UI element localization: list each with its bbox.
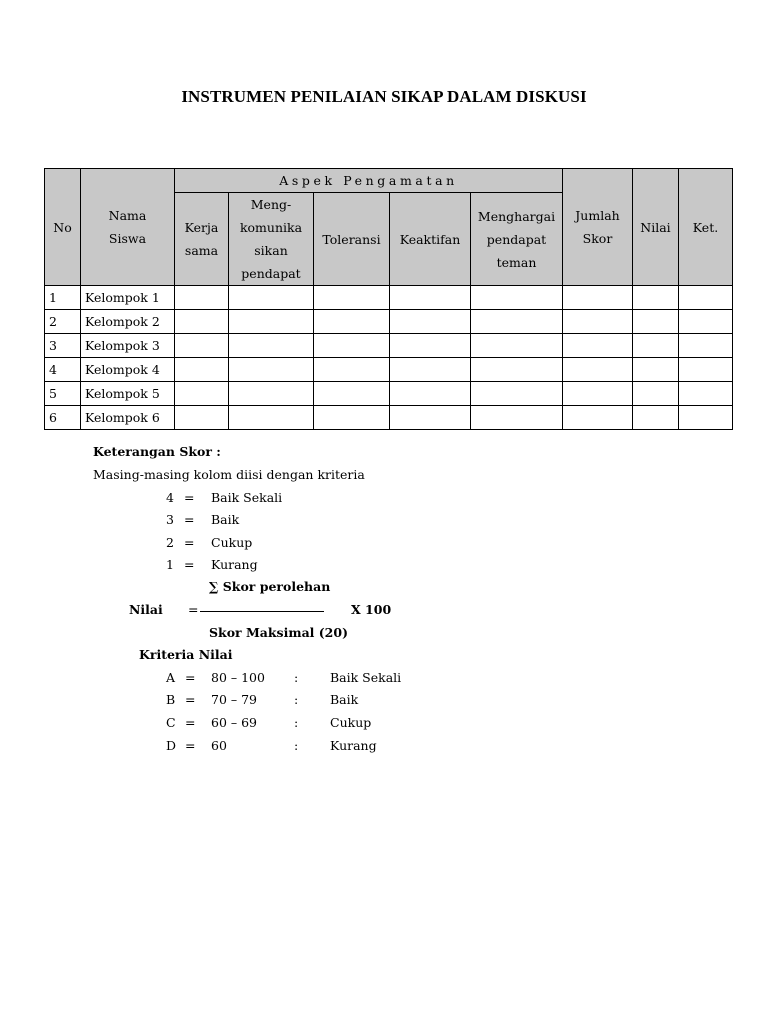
row-nama: Kelompok 1 bbox=[81, 286, 175, 310]
formula-numerator: ∑ Skor perolehan bbox=[209, 579, 331, 594]
formula-eq: = bbox=[188, 602, 199, 617]
assessment-table bbox=[44, 168, 733, 430]
header-toleransi: Toleransi bbox=[314, 193, 390, 286]
cell-kerja-sama[interactable] bbox=[175, 382, 229, 406]
table-row bbox=[45, 406, 733, 430]
header-menghargai-line3: teman bbox=[496, 254, 537, 270]
header-menghargai-line2: pendapat bbox=[486, 231, 547, 247]
grade-eq: = bbox=[185, 738, 196, 753]
cell-menghargai[interactable] bbox=[471, 358, 563, 382]
row-nama: Kelompok 6 bbox=[81, 406, 175, 430]
grade-colon: : bbox=[294, 715, 299, 730]
header-nilai: Nilai bbox=[633, 169, 679, 286]
header-keaktifan: Keaktifan bbox=[390, 193, 471, 286]
cell-toleransi[interactable] bbox=[314, 358, 390, 382]
table-row bbox=[45, 334, 733, 358]
cell-kerja-sama[interactable] bbox=[175, 286, 229, 310]
score-eq: = bbox=[184, 512, 195, 527]
row-no: 5 bbox=[45, 382, 81, 406]
grade-range: 80 – 100 bbox=[211, 670, 265, 685]
cell-kerja-sama[interactable] bbox=[175, 334, 229, 358]
cell-ket[interactable] bbox=[679, 334, 733, 358]
cell-jumlah-skor[interactable] bbox=[563, 406, 633, 430]
header-no: No bbox=[45, 169, 81, 286]
header-meng-line1: Meng- bbox=[250, 197, 292, 212]
score-value: 2 bbox=[166, 535, 174, 550]
row-nama: Kelompok 3 bbox=[81, 334, 175, 358]
cell-menghargai[interactable] bbox=[471, 382, 563, 406]
cell-toleransi[interactable] bbox=[314, 286, 390, 310]
cell-kerja-sama[interactable] bbox=[175, 310, 229, 334]
score-label: Baik bbox=[211, 512, 240, 527]
cell-kerja-sama[interactable] bbox=[175, 406, 229, 430]
cell-mengkomunikasikan[interactable] bbox=[229, 382, 314, 406]
grade-colon: : bbox=[294, 692, 299, 707]
table-row bbox=[45, 382, 733, 406]
header-nama-line2: Siswa bbox=[108, 231, 147, 246]
cell-nilai[interactable] bbox=[633, 382, 679, 406]
header-mengkomunikasikan-pendapat bbox=[229, 193, 314, 286]
row-no: 1 bbox=[45, 286, 81, 310]
cell-nilai[interactable] bbox=[633, 286, 679, 310]
formula-multiplier: X 100 bbox=[351, 602, 392, 617]
cell-menghargai[interactable] bbox=[471, 310, 563, 334]
cell-ket[interactable] bbox=[679, 382, 733, 406]
kriteria-heading: Kriteria Nilai bbox=[139, 647, 233, 662]
cell-keaktifan[interactable] bbox=[390, 382, 471, 406]
cell-mengkomunikasikan[interactable] bbox=[229, 406, 314, 430]
header-aspek-pengamatan: Aspek Pengamatan bbox=[175, 169, 563, 193]
row-nama: Kelompok 2 bbox=[81, 310, 175, 334]
cell-nilai[interactable] bbox=[633, 310, 679, 334]
header-jumlah-line1: Jumlah bbox=[575, 208, 620, 223]
cell-toleransi[interactable] bbox=[314, 406, 390, 430]
row-no: 2 bbox=[45, 310, 81, 334]
cell-menghargai[interactable] bbox=[471, 334, 563, 358]
grade-range: 70 – 79 bbox=[211, 692, 258, 707]
cell-menghargai[interactable] bbox=[471, 286, 563, 310]
grade-eq: = bbox=[185, 715, 196, 730]
cell-mengkomunikasikan[interactable] bbox=[229, 286, 314, 310]
cell-nilai[interactable] bbox=[633, 358, 679, 382]
cell-mengkomunikasikan[interactable] bbox=[229, 334, 314, 358]
score-eq: = bbox=[184, 490, 195, 505]
cell-mengkomunikasikan[interactable] bbox=[229, 358, 314, 382]
row-no: 4 bbox=[45, 358, 81, 382]
header-meng-line2: komunika bbox=[239, 220, 303, 235]
grade-label: Baik bbox=[330, 692, 359, 707]
header-ket: Ket. bbox=[679, 169, 733, 286]
header-meng-line4: pendapat bbox=[241, 266, 301, 281]
score-eq: = bbox=[184, 557, 195, 572]
row-nama: Kelompok 5 bbox=[81, 382, 175, 406]
cell-jumlah-skor[interactable] bbox=[563, 286, 633, 310]
cell-nilai[interactable] bbox=[633, 406, 679, 430]
grade-label: Kurang bbox=[330, 738, 377, 753]
formula-lhs: Nilai bbox=[129, 602, 163, 617]
cell-keaktifan[interactable] bbox=[390, 310, 471, 334]
grade-range: 60 – 69 bbox=[211, 715, 258, 730]
page-title: INSTRUMEN PENILAIAN SIKAP DALAM DISKUSI bbox=[181, 87, 587, 106]
cell-jumlah-skor[interactable] bbox=[563, 310, 633, 334]
cell-toleransi[interactable] bbox=[314, 334, 390, 358]
header-nama-line1: Nama bbox=[108, 208, 147, 223]
table-row bbox=[45, 358, 733, 382]
grade: B bbox=[166, 692, 176, 707]
header-menghargai-line1: Menghargai bbox=[477, 208, 556, 224]
grade-colon: : bbox=[294, 670, 299, 685]
keterangan-heading: Keterangan Skor : bbox=[93, 444, 221, 459]
cell-ket[interactable] bbox=[679, 286, 733, 310]
header-meng-line3: sikan bbox=[254, 243, 288, 258]
header-jumlah-skor bbox=[563, 169, 633, 286]
score-value: 1 bbox=[166, 557, 174, 572]
row-nama: Kelompok 4 bbox=[81, 358, 175, 382]
score-label: Cukup bbox=[211, 535, 253, 550]
cell-keaktifan[interactable] bbox=[390, 358, 471, 382]
grade: C bbox=[166, 715, 176, 730]
cell-jumlah-skor[interactable] bbox=[563, 358, 633, 382]
header-kerja-line1: Kerja bbox=[184, 220, 219, 235]
grade-range: 60 bbox=[211, 738, 227, 753]
row-no: 6 bbox=[45, 406, 81, 430]
cell-keaktifan[interactable] bbox=[390, 286, 471, 310]
grade-eq: = bbox=[185, 692, 196, 707]
grade-colon: : bbox=[294, 738, 299, 753]
cell-keaktifan[interactable] bbox=[390, 406, 471, 430]
cell-nilai[interactable] bbox=[633, 334, 679, 358]
header-jumlah-line2: Skor bbox=[582, 231, 613, 246]
cell-keaktifan[interactable] bbox=[390, 334, 471, 358]
cell-toleransi[interactable] bbox=[314, 310, 390, 334]
cell-jumlah-skor[interactable] bbox=[563, 334, 633, 358]
header-nama-siswa bbox=[81, 169, 175, 286]
grade-label: Cukup bbox=[330, 715, 372, 730]
cell-menghargai[interactable] bbox=[471, 406, 563, 430]
formula-denominator: Skor Maksimal (20) bbox=[209, 625, 348, 640]
table-row bbox=[45, 310, 733, 334]
table-row bbox=[45, 286, 733, 310]
cell-ket[interactable] bbox=[679, 406, 733, 430]
fraction-bar bbox=[200, 611, 324, 612]
cell-ket[interactable] bbox=[679, 310, 733, 334]
cell-ket[interactable] bbox=[679, 358, 733, 382]
header-kerja-sama bbox=[175, 193, 229, 286]
header-menghargai-pendapat-teman bbox=[471, 193, 563, 286]
cell-kerja-sama[interactable] bbox=[175, 358, 229, 382]
grade-label: Baik Sekali bbox=[330, 670, 402, 685]
score-label: Kurang bbox=[211, 557, 258, 572]
score-value: 3 bbox=[166, 512, 174, 527]
cell-mengkomunikasikan[interactable] bbox=[229, 310, 314, 334]
score-eq: = bbox=[184, 535, 195, 550]
table-body bbox=[45, 286, 733, 430]
cell-jumlah-skor[interactable] bbox=[563, 382, 633, 406]
keterangan-intro: Masing-masing kolom diisi dengan kriteria bbox=[93, 467, 365, 482]
grade: D bbox=[166, 738, 177, 753]
header-kerja-line2: sama bbox=[184, 243, 219, 258]
score-value: 4 bbox=[166, 490, 174, 505]
cell-toleransi[interactable] bbox=[314, 382, 390, 406]
row-no: 3 bbox=[45, 334, 81, 358]
grade: A bbox=[166, 670, 176, 685]
grade-eq: = bbox=[185, 670, 196, 685]
score-label: Baik Sekali bbox=[211, 490, 283, 505]
